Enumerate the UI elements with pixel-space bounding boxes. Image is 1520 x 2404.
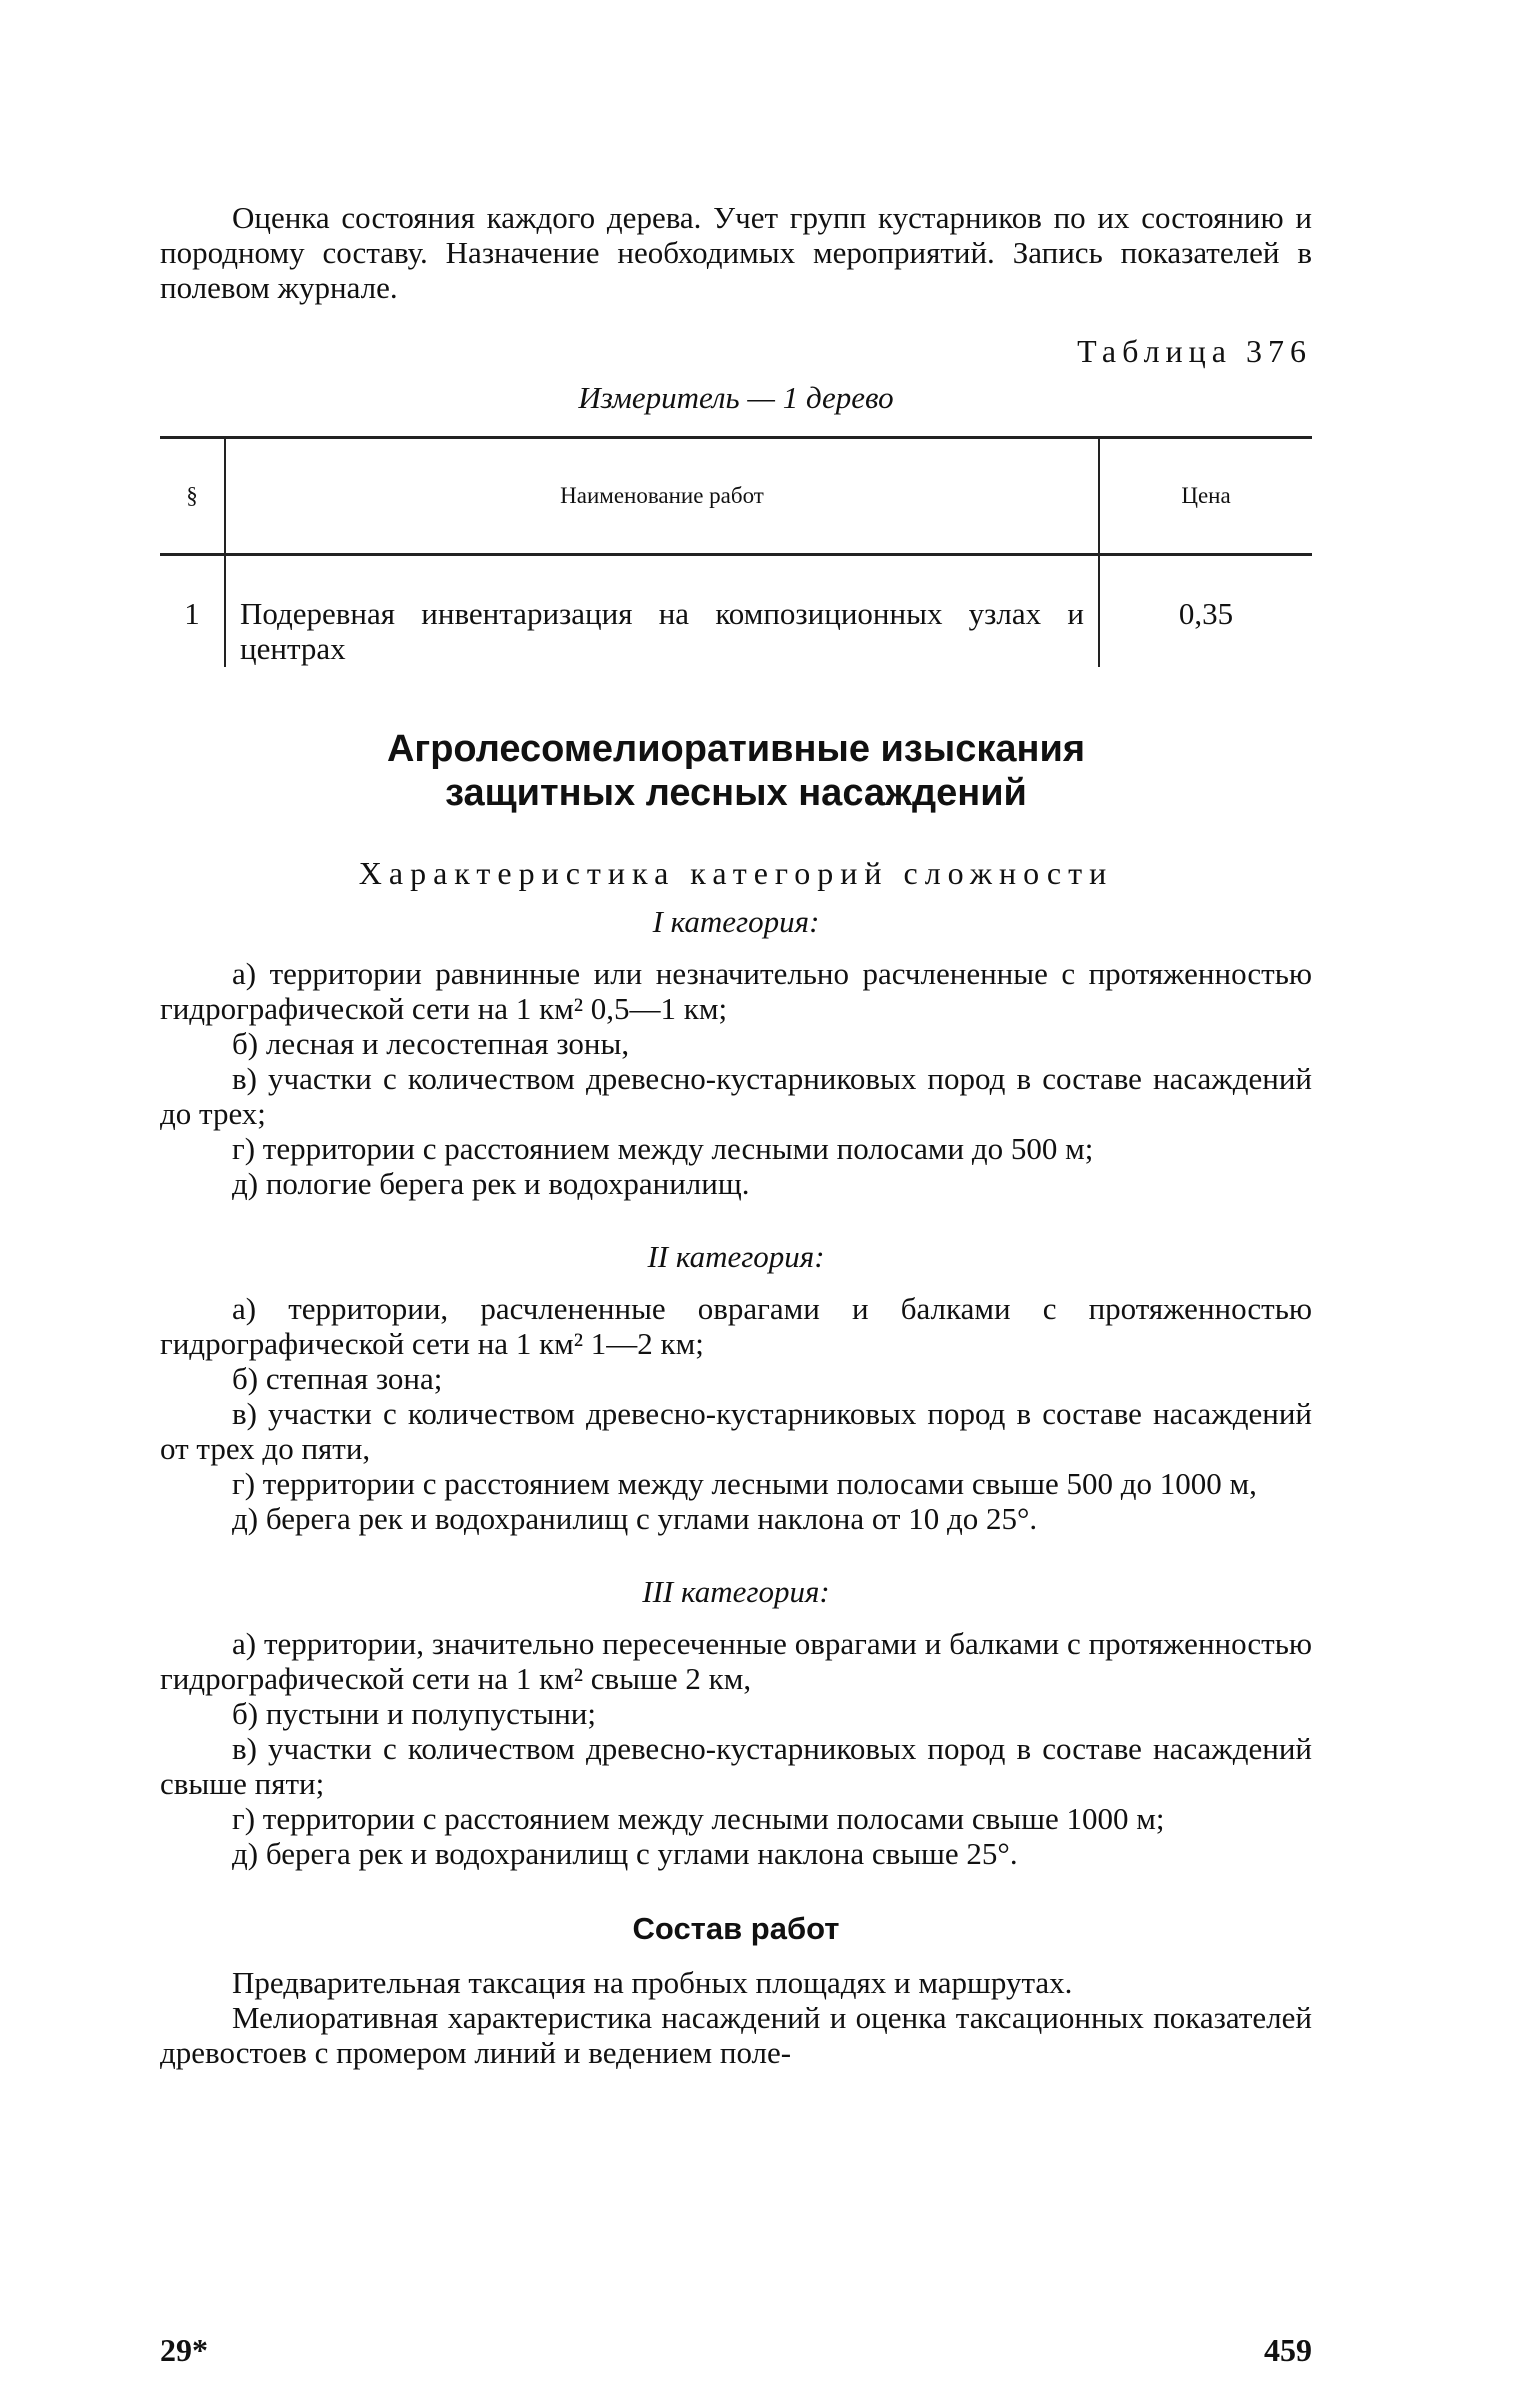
row-name: Подеревная инвентаризация на композиционных узлах и центрах <box>225 555 1099 668</box>
list-item: д) берега рек и водохранилищ с углами наклона свыше 25°. <box>232 1836 1018 1871</box>
list-item: а) территории равнинные или незначительно расчлененные с протяженностью гидрографической сети на 1 км² 0,5—1 км; <box>160 956 1312 1026</box>
list-item: г) территории с расстоянием между лесными полосами свыше 1000 м; <box>232 1801 1165 1836</box>
list-item: б) степная зона; <box>232 1361 443 1396</box>
row-price: 0,35 <box>1178 596 1234 631</box>
list-item: б) пустыни и полупустыни; <box>232 1696 597 1731</box>
header-price: Цена <box>1099 438 1312 555</box>
section-heading-line-2: защитных лесных насаждений <box>445 772 1027 814</box>
list-item: в) участки с количеством древесно-кустарниковых пород в составе насаждений до трех; <box>160 1061 1312 1131</box>
list-item: в) участки с количеством древесно-кустарниковых пород в составе насаждений от трех до пяти, <box>160 1396 1312 1466</box>
list-item: а) территории, расчлененные оврагами и балками с протяженностью гидрографической сети на 1 км² 1—2 км; <box>160 1291 1312 1361</box>
category-title-3: III категория: <box>642 1574 830 1609</box>
table-row <box>160 555 1312 668</box>
page-number: 459 <box>1264 2332 1312 2368</box>
header-name: Наименование работ <box>225 438 1099 555</box>
header-num: § <box>160 438 225 555</box>
subtitle: Характеристика категорий сложности <box>358 855 1114 891</box>
table-label: Таблица 376 <box>1077 333 1312 369</box>
row-num: 1 <box>160 555 225 668</box>
document-page <box>160 200 1312 2070</box>
category-title-2: II категория: <box>647 1239 825 1274</box>
table-header-row <box>160 438 1312 555</box>
list-item: д) берега рек и водохранилищ с углами наклона от 10 до 25°. <box>232 1501 1038 1536</box>
work-heading: Состав работ <box>632 1911 840 1946</box>
list-item: а) территории, значительно пересеченные оврагами и балками с протяженностью гидрографической сети на 1 км² свыше 2 км, <box>160 1626 1312 1696</box>
list-item: д) пологие берега рек и водохранилищ. <box>232 1166 750 1201</box>
work-paragraph: Мелиоративная характеристика насаждений и оценка таксационных показателей древостоев с промером линий и ведением поле- <box>160 2000 1312 2070</box>
price-table <box>160 436 1312 667</box>
intro-paragraph: Оценка состояния каждого дерева. Учет групп кустарников по их состоянию и породному составу. Назначение необходимых мероприятий. Запись показателей в полевом журнале. <box>160 200 1312 305</box>
category-title-1: I категория: <box>652 904 820 939</box>
list-item: б) лесная и лесостепная зоны, <box>232 1026 630 1061</box>
list-item: г) территории с расстоянием между лесными полосами свыше 500 до 1000 м, <box>232 1466 1257 1501</box>
list-item: в) участки с количеством древесно-кустарниковых пород в составе насаждений свыше пяти; <box>160 1731 1312 1801</box>
table-measure: Измеритель — 1 дерево <box>578 380 894 415</box>
section-heading <box>160 727 1312 815</box>
work-paragraph: Предварительная таксация на пробных площадях и маршрутах. <box>232 1965 1073 2000</box>
section-heading-line-1: Агролесомелиоративные изыскания <box>386 728 1086 770</box>
list-item: г) территории с расстоянием между лесными полосами до 500 м; <box>232 1131 1094 1166</box>
signature-mark: 29* <box>160 2332 208 2368</box>
